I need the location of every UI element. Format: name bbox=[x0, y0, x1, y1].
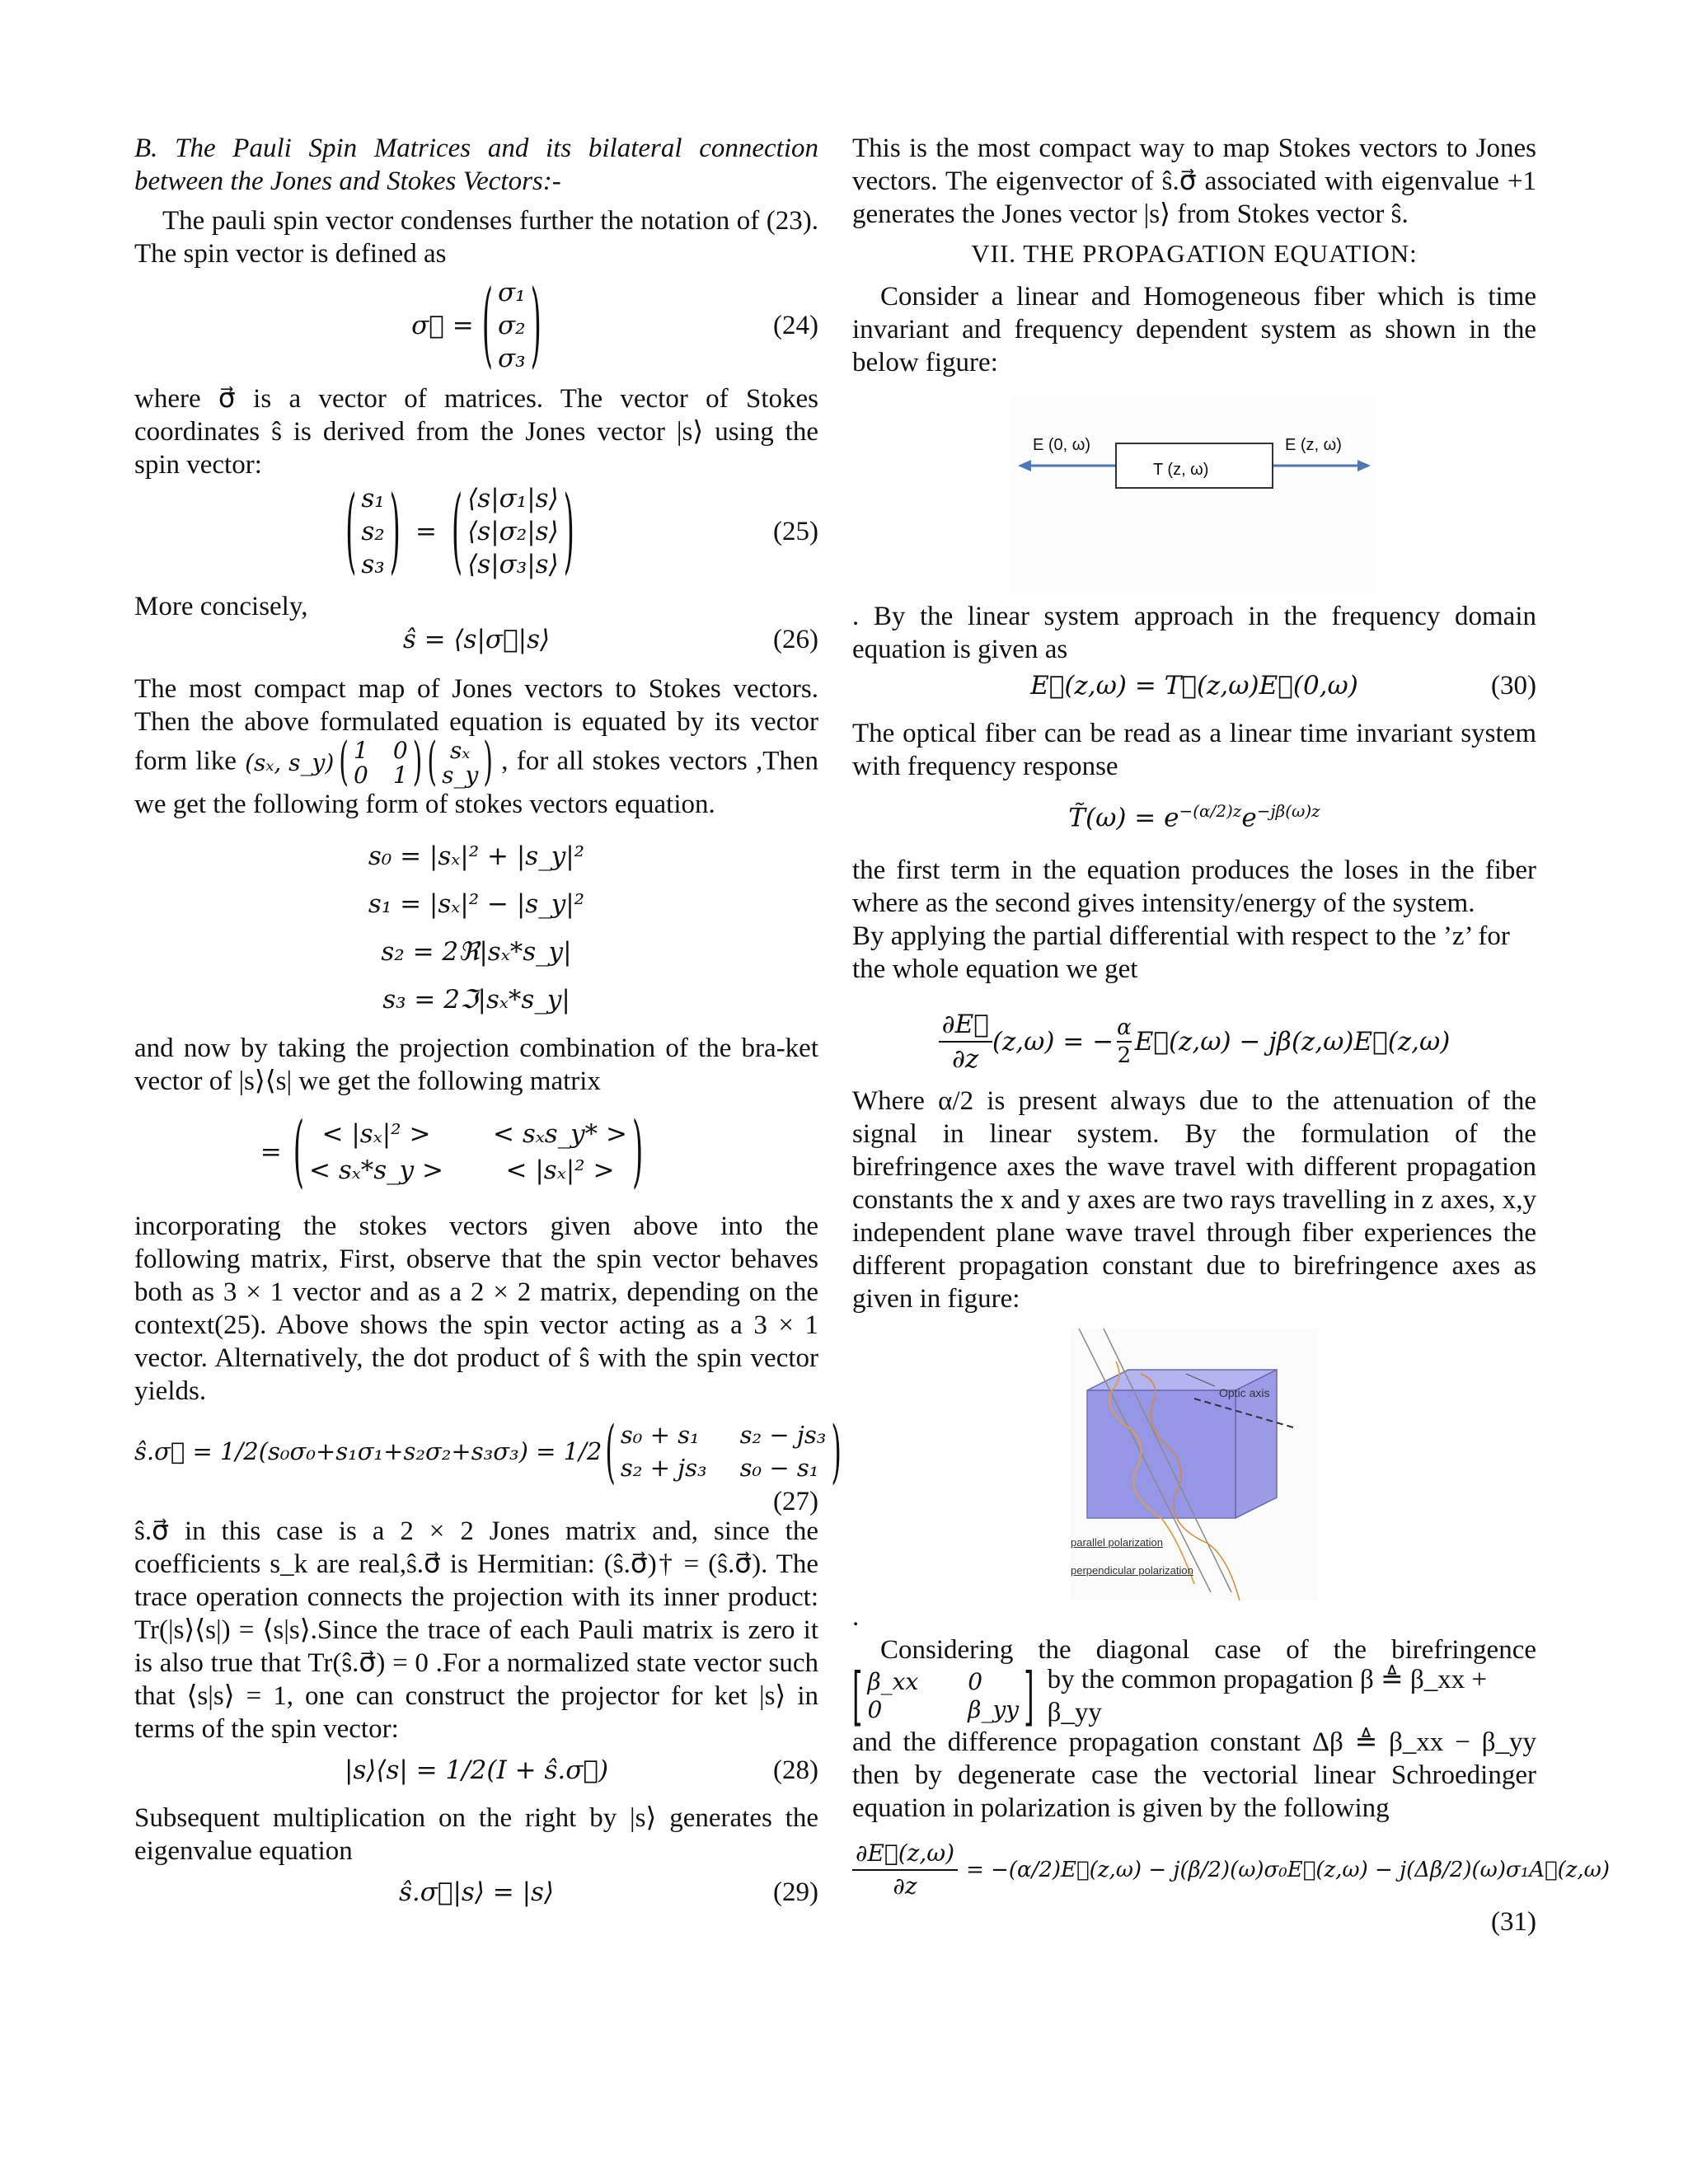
eq28-text: |s⟩⟨s| = 1/2(I + ŝ.σ⃗) bbox=[344, 1755, 609, 1785]
paragraph: . By the linear system approach in the frequency domain equation is given as bbox=[852, 602, 1536, 664]
equation-24 bbox=[134, 271, 818, 380]
birefringence-matrix: [ β_xx 0 0 β_yy ] bbox=[852, 1658, 1034, 1734]
common-propagation-text: by the common propagation β ≜ β_xx + β_yy bbox=[1047, 1665, 1488, 1727]
matrix-entry: 0 bbox=[867, 1696, 883, 1723]
parallel-polarization-label: parallel polarization bbox=[1071, 1536, 1164, 1549]
matrix-entry: s₀ − s₁ bbox=[739, 1454, 819, 1482]
stokes-equations bbox=[134, 832, 818, 1024]
eq30-text: E⃗(z,ω) = T⃗(z,ω)E⃗(0,ω) bbox=[1030, 671, 1358, 701]
matrix-entry: s₂ + js₃ bbox=[620, 1454, 707, 1482]
matrix-entry: < |sₓ|² > bbox=[505, 1155, 615, 1185]
pde-tail: E⃗(z,ω) − jβ(z,ω)E⃗(z,ω) bbox=[1134, 1027, 1451, 1057]
paragraph: incorporating the stokes vectors given above into the following matrix, First, observe that the spin vector behaves both as 3 × 1 vector and as a 2 × 2 matrix, depending on the context(25). Above shows the spin vector acting as a 3 × 1 vector. Alternatively, the dot product of ŝ with the spin vector yields. bbox=[134, 1212, 818, 1406]
matrix-entry: β_xx bbox=[867, 1668, 919, 1695]
transfer-exp2: −jβ(ω)z bbox=[1256, 801, 1320, 821]
pde-alpha: α bbox=[1117, 1015, 1132, 1043]
paragraph: Consider a linear and Homogeneous fiber which is time invariant and frequency dependent system as shown in the below figure: bbox=[852, 282, 1536, 377]
eq24-matrix: ( σ₁ σ₂ σ₃ ) bbox=[481, 271, 542, 380]
eq31-body: = −(α/2)E⃗(z,ω) − j(β/2)(ω)σ₀E⃗(z,ω) − j(Δβ/2)(ω)σ₁A⃗(z,ω) bbox=[966, 1858, 1611, 1882]
pde-num-bot: ∂z bbox=[952, 1044, 979, 1074]
optic-axis-label: Optic axis bbox=[1219, 1386, 1270, 1399]
matrix-entry: 1 bbox=[354, 737, 368, 764]
row-vector: (sₓ, s_y) bbox=[245, 749, 335, 776]
eq30-number: (30) bbox=[1491, 671, 1536, 701]
matrix-entry: < sₓs_y* > bbox=[492, 1119, 627, 1149]
eq24-entry: σ₃ bbox=[498, 344, 526, 373]
paragraph: By applying the partial differential with respect to the ’z’ for the whole equation we get bbox=[852, 921, 1510, 984]
eq25-lhs-entry: s₃ bbox=[361, 550, 385, 579]
p4-text-b: , for all stokes vectors ,Then we get the following form of stokes vectors equation. bbox=[134, 746, 819, 819]
matrix-entry: β_yy bbox=[968, 1696, 1020, 1723]
pde-equation bbox=[852, 999, 1536, 1085]
eq29-number: (29) bbox=[773, 1877, 818, 1907]
equation-29 bbox=[134, 1876, 818, 1912]
eq25-lhs-entry: s₁ bbox=[361, 484, 385, 513]
eq25-lhs-vector: ( s₁ s₂ s₃ ) bbox=[345, 477, 401, 586]
fig1-right-label: E (z, ω) bbox=[1285, 436, 1342, 454]
equation-26 bbox=[134, 623, 818, 659]
equation-31 bbox=[852, 1833, 1619, 1940]
eq26-text: ŝ = ⟨s|σ⃗|s⟩ bbox=[402, 625, 551, 654]
paragraph: The optical fiber can be read as a linear time invariant system with frequency response bbox=[852, 719, 1536, 781]
inline-matrix-expression: (sₓ, s_y) ( 1 0 0 1 ) ( sₓ s_y ) bbox=[245, 732, 493, 793]
paragraph: Subsequent multiplication on the right by |s⟩ generates the eigenvalue equation bbox=[134, 1803, 818, 1866]
matrix-entry: 0 bbox=[392, 737, 408, 764]
stokes-eq: s₃ = 2ℑ|sₓ*s_y| bbox=[382, 985, 570, 1015]
paragraph: and now by taking the projection combination of the bra-ket vector of |s⟩⟨s| we get the following matrix bbox=[134, 1033, 818, 1096]
paragraph: ŝ.σ⃗ in this case is a 2 × 2 Jones matrix and, since the coefficients s_k are real,ŝ.σ⃗ is Hermitian: (ŝ.σ⃗)† = (ŝ.σ⃗). The trace operation connects the projection with its inner product: Tr(|s⟩⟨s|) = ⟨s|s⟩.Since the trace of each Pauli matrix is zero it is also true that Tr(ŝ.σ⃗) = 0 .For a normalized state vector such that ⟨s|s⟩ = 1, one can construct the projector for ket |s⟩ in terms of the spin vector: bbox=[134, 1516, 818, 1744]
eq31-num-top: ∂E⃗(z,ω) bbox=[852, 1838, 958, 1871]
eq24-lhs: σ⃗ = bbox=[411, 311, 474, 340]
stokes-eq: s₁ = |sₓ|² − |s_y|² bbox=[368, 889, 585, 919]
eq27-number: (27) bbox=[773, 1487, 818, 1516]
eq25-rhs-entry: ⟨s|σ₁|s⟩ bbox=[467, 484, 559, 513]
matrix-entry: s₀ + s₁ bbox=[620, 1421, 700, 1449]
eq25-rhs-entry: ⟨s|σ₂|s⟩ bbox=[467, 517, 559, 546]
eq25-rhs-entry: ⟨s|σ₃|s⟩ bbox=[467, 550, 559, 579]
paragraph: The pauli spin vector condenses further the notation of (23). The spin vector is defined as bbox=[134, 206, 818, 269]
fig1-left-label: E (0, ω) bbox=[1033, 436, 1091, 454]
eq25-rhs-vector: ( ⟨s|σ₁|s⟩ ⟨s|σ₂|s⟩ ⟨s|σ₃|s⟩ ) bbox=[451, 477, 574, 586]
col-vector-entry: s_y bbox=[442, 762, 479, 789]
paragraph: More concisely, bbox=[134, 592, 308, 621]
pde-num-top: ∂E⃗ bbox=[939, 1008, 992, 1043]
eq29-text: ŝ.σ⃗|s⟩ = |s⟩ bbox=[398, 1877, 555, 1907]
paragraph: where σ⃗ is a vector of matrices. The vector of Stokes coordinates ŝ is derived from the Jones vector |s⟩ using the spin vector: bbox=[134, 384, 818, 480]
stokes-eq: s₂ = 2ℜ|sₓ*s_y| bbox=[381, 937, 572, 967]
braket-matrix: ( < |sₓ|² > < sₓs_y* > < sₓ*s_y > < |sₓ|² > ) bbox=[293, 1106, 644, 1198]
left-column bbox=[134, 132, 842, 1912]
fig1-box-label: T (z, ω) bbox=[1153, 461, 1209, 479]
matrix-entry: 0 bbox=[968, 1668, 983, 1695]
equation-25: ( s₁ s₂ s₃ ) = ( ⟨s|σ₁|s⟩ ⟨s|σ₂|s⟩ ⟨s|σ₃|s⟩ ) (25) bbox=[345, 477, 818, 586]
eq27-lhs: ŝ.σ⃗ = 1/2(s₀σ₀+s₁σ₁+s₂σ₂+s₃σ₃) = 1/2 bbox=[134, 1437, 603, 1465]
section-heading-pauli: B. The Pauli Spin Matrices and its bilateral connection between the Jones and Stokes Vectors:- bbox=[134, 134, 818, 196]
eq28-number: (28) bbox=[773, 1755, 818, 1785]
equation-27 bbox=[134, 1410, 901, 1516]
pde-two: 2 bbox=[1117, 1043, 1132, 1068]
eq24-entry: σ₂ bbox=[498, 311, 526, 340]
eq24-number: (24) bbox=[773, 311, 818, 340]
matrix-entry: < sₓ*s_y > bbox=[308, 1155, 443, 1185]
section-heading-propagation: VII. THE PROPAGATION EQUATION: bbox=[971, 239, 1418, 268]
paragraph: Where α/2 is present always due to the attenuation of the signal in linear system. By the formulation of the birefringence axes the wave travel with different propagation constants the x and y axes are two rays travelling in z axes, x,y independent plane wave travel through fiber experiences the different propagation constant due to birefringence axes as given in figure: bbox=[852, 1086, 1536, 1314]
equation-28 bbox=[134, 1754, 818, 1790]
braket-matrix-equation: = ( < |sₓ|² > < sₓs_y* > < sₓ*s_y > < |sₓ|² > ) bbox=[260, 1106, 644, 1198]
birefringence-matrix-line bbox=[852, 1658, 1536, 1734]
matrix-entry: s₂ − js₃ bbox=[739, 1421, 827, 1449]
pde-rest: (z,ω) = − bbox=[992, 1027, 1114, 1057]
eq31-number: (31) bbox=[1491, 1907, 1536, 1937]
matrix-entry: < |sₓ|² > bbox=[321, 1119, 431, 1149]
right-column bbox=[852, 132, 1611, 1940]
paragraph: and the difference propagation constant Δβ ≜ β_xx − β_yy then by degenerate case the vectorial linear Schroedinger equation in polarization is given by the following bbox=[852, 1727, 1536, 1823]
paragraph: the first term in the equation produces the loses in the fiber where as the second gives intensity/energy of the system. bbox=[852, 855, 1536, 918]
transfer-exp1: −(α/2)z bbox=[1179, 801, 1242, 821]
transfer-lhs: T̃(ω) = e bbox=[1068, 803, 1179, 833]
birefringence-figure bbox=[1071, 1329, 1318, 1601]
eq25-lhs-entry: s₂ bbox=[361, 517, 385, 546]
paragraph bbox=[134, 673, 818, 821]
stray-period: . bbox=[852, 1602, 860, 1632]
system-block-figure bbox=[1013, 396, 1376, 593]
eq24-entry: σ₁ bbox=[498, 278, 526, 307]
transfer-mid: e bbox=[1241, 803, 1257, 833]
matrix-entry: 0 bbox=[354, 762, 368, 789]
paragraph: This is the most compact way to map Stokes vectors to Jones vectors. The eigenvector of ŝ.σ⃗ associated with eigenvalue +1 generates the Jones vector |s⟩ from Stokes vector ŝ. bbox=[852, 134, 1536, 229]
eq27-matrix: ( s₀ + s₁ s₂ − js₃ s₂ + js₃ s₀ − s₁ ) bbox=[605, 1410, 842, 1493]
perpendicular-polarization-label: perpendicular polarization bbox=[1071, 1564, 1193, 1577]
transfer-function-equation bbox=[852, 794, 1536, 854]
matrix-entry: 1 bbox=[392, 762, 408, 789]
system-block-diagram bbox=[1013, 396, 1376, 593]
p4-text-a: The most compact map of Jones vectors to Stokes vectors. Then the above formulated equation is equated by its vector form like bbox=[134, 674, 818, 776]
col-vector-entry: sₓ bbox=[450, 737, 471, 764]
stokes-eq: s₀ = |sₓ|² + |s_y|² bbox=[368, 841, 585, 871]
eq25-number: (25) bbox=[773, 517, 818, 546]
paragraph: Considering the diagonal case of the birefringence bbox=[880, 1635, 1536, 1665]
eq26-number: (26) bbox=[773, 625, 818, 654]
equation-30 bbox=[852, 669, 1536, 710]
eq31-num-bot: ∂z bbox=[893, 1872, 917, 1900]
